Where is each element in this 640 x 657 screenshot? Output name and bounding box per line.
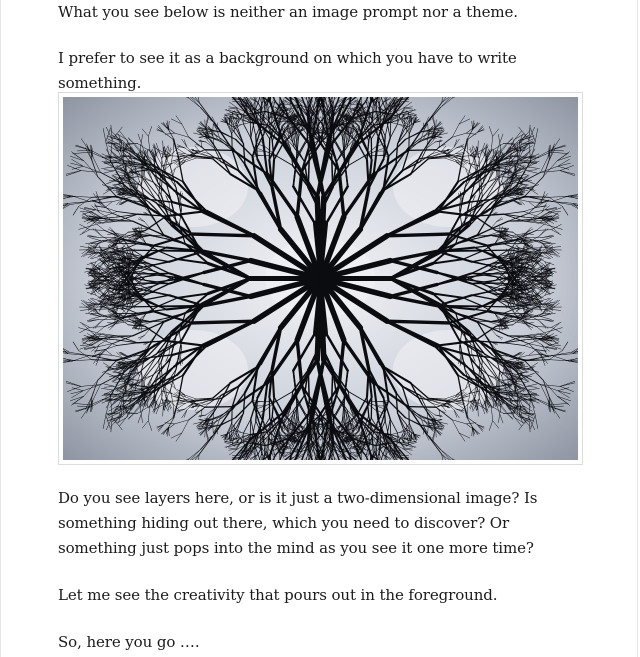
paragraph-intro: What you see below is neither an image prompt nor a theme. bbox=[58, 3, 518, 21]
tree-branches-image bbox=[63, 97, 578, 460]
paragraph-background: I prefer to see it as a background on which you have to write something. bbox=[58, 49, 517, 92]
article-image bbox=[58, 92, 583, 465]
branch-stroke bbox=[192, 234, 254, 236]
branch-stroke bbox=[387, 234, 449, 236]
branch-stroke bbox=[387, 321, 449, 323]
branch-stroke bbox=[192, 321, 254, 323]
